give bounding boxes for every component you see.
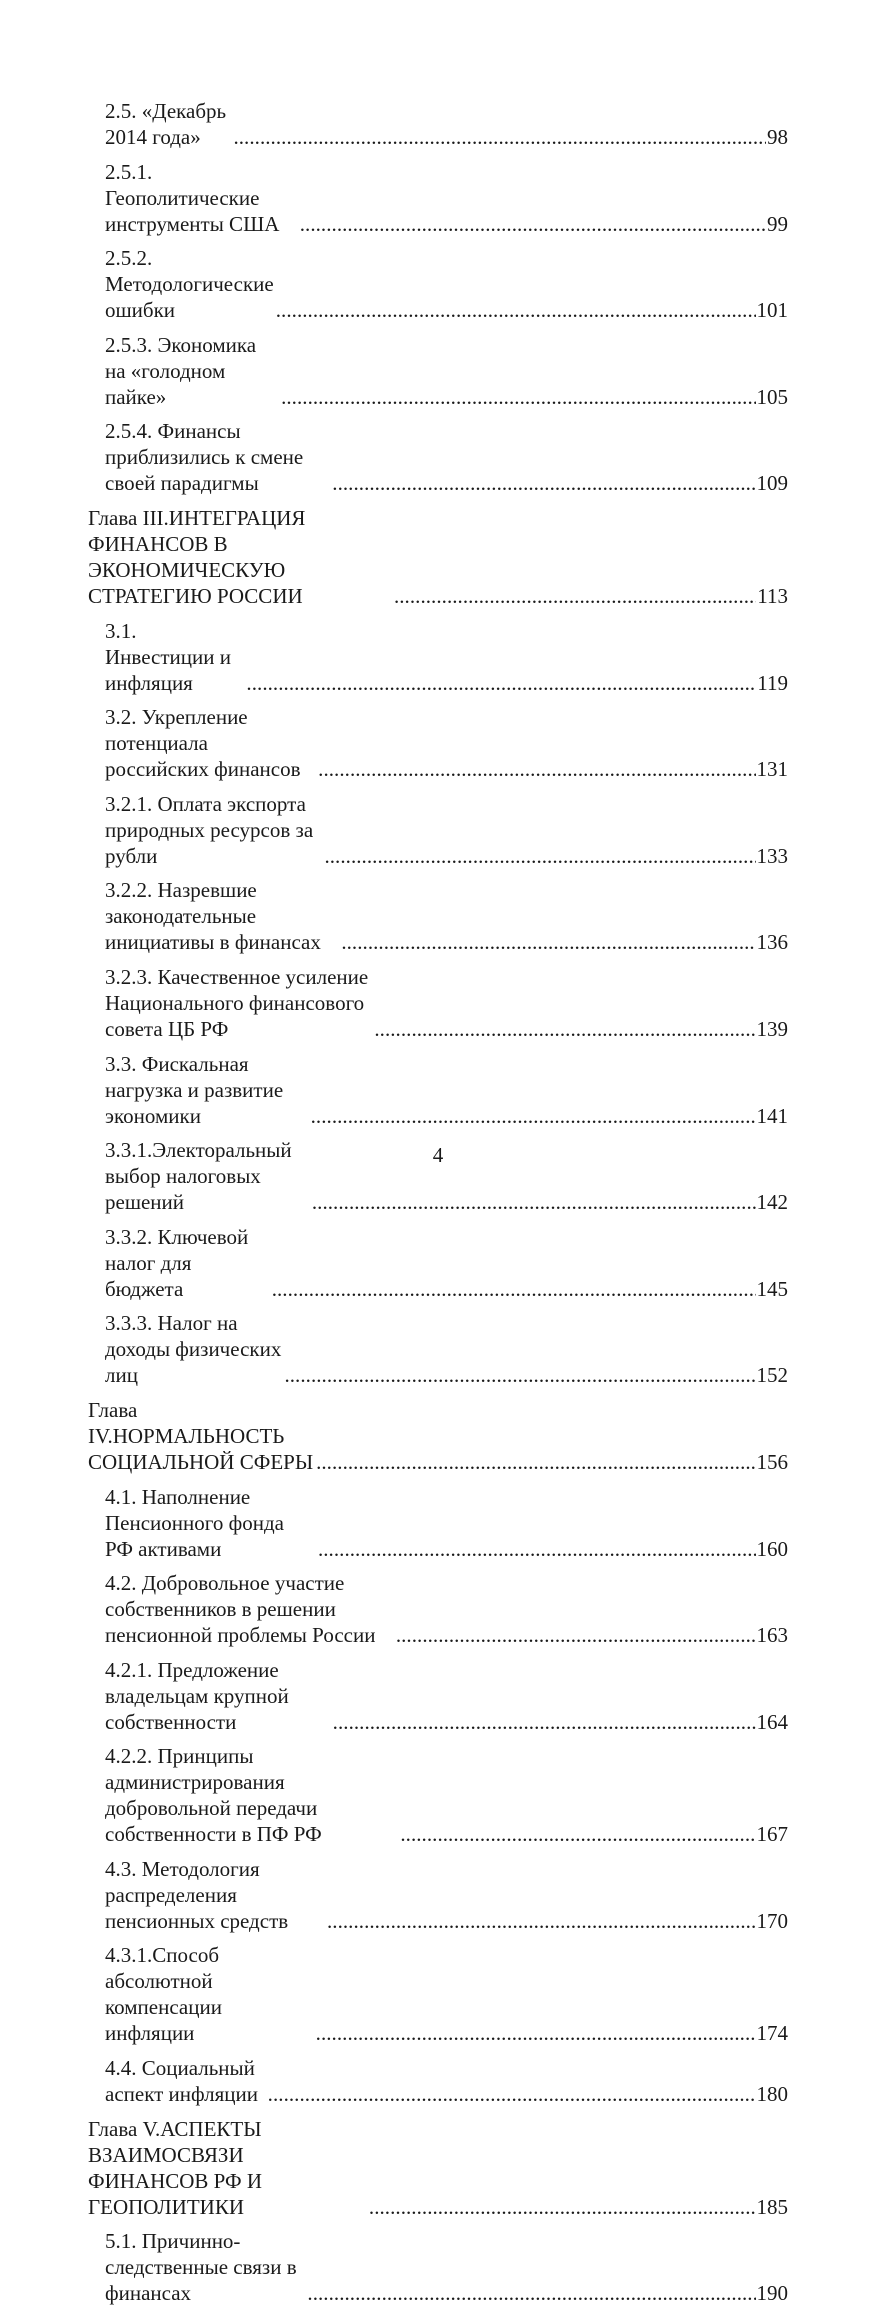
- dot-leader: [316, 2020, 756, 2046]
- toc-entry-page: 105: [756, 384, 788, 409]
- toc-entry-title: 2.5.1. Геополитические инструменты США: [105, 159, 280, 236]
- toc-entry: [88, 1310, 788, 1388]
- toc-entry: [88, 618, 788, 696]
- toc-entry-page: 136: [756, 930, 788, 955]
- toc-entry-title: 2.5.3. Экономика на «голодном пайке»: [105, 332, 257, 409]
- toc-entry-title: 4.2.1. Предложение владельцам крупной собственности: [105, 1657, 289, 1734]
- toc-entry-title: 3.2. Укрепление потенциала российских финансов: [105, 705, 301, 782]
- dot-leader: [341, 929, 755, 955]
- toc-chapter-entry: [88, 2116, 788, 2220]
- dot-leader: [400, 1821, 755, 1847]
- toc-entry-page: 185: [756, 2194, 788, 2219]
- toc-entry: [88, 159, 788, 237]
- toc-entry: [88, 791, 788, 869]
- toc-entry-title: 4.3.1.Способ абсолютной компенсации инфляции: [105, 1943, 222, 2046]
- toc-entry: [88, 245, 788, 323]
- dot-leader: [268, 2081, 756, 2107]
- dot-leader: [396, 1622, 756, 1648]
- dot-leader: [284, 1362, 755, 1388]
- page-number: 4: [432, 1143, 444, 1167]
- dot-leader: [369, 2194, 756, 2220]
- toc-entry-title: 3.3.1.Электоральный выбор налоговых решений: [105, 1138, 292, 1215]
- dot-leader: [307, 2280, 755, 2306]
- toc-entry-title: 2.5.2. Методологические ошибки: [105, 246, 274, 323]
- toc-entry-page: 174: [756, 2021, 788, 2046]
- toc-entry-title: Глава IV.НОРМАЛЬНОСТЬ СОЦИАЛЬНОЙ СФЕРЫ: [88, 1397, 314, 1474]
- toc-entry: [88, 1484, 788, 1562]
- toc-entry: [88, 1224, 788, 1302]
- toc-entry-page: 180: [756, 2082, 788, 2107]
- dot-leader: [374, 1016, 755, 1042]
- table-of-contents: [88, 98, 788, 2315]
- toc-entry: [88, 964, 788, 1042]
- toc-entry-page: 152: [756, 1363, 788, 1388]
- toc-entry-page: 99: [767, 211, 788, 236]
- toc-chapter-entry: [88, 1397, 788, 1475]
- toc-entry-title: 4.1. Наполнение Пенсионного фонда РФ активами: [105, 1484, 284, 1561]
- dot-leader: [281, 384, 755, 410]
- toc-entry-title: 3.3.3. Налог на доходы физических лиц: [105, 1311, 282, 1388]
- dot-leader: [318, 1536, 756, 1562]
- toc-entry-page: 98: [767, 125, 788, 149]
- toc-entry-page: 170: [756, 1908, 788, 1933]
- toc-entry-title: 3.2.1. Оплата экспорта природных ресурсов за рубли: [105, 791, 314, 868]
- toc-entry: [88, 2055, 788, 2107]
- toc-entry-page: 139: [756, 1016, 788, 1041]
- toc-entry-title: Глава V.АСПЕКТЫ ВЗАИМОСВЯЗИ ФИНАНСОВ РФ И ГЕОПОЛИТИКИ: [88, 2116, 263, 2219]
- toc-entry-page: 119: [757, 670, 788, 695]
- toc-entry-page: 156: [756, 1449, 788, 1474]
- toc-entry-title: 3.1. Инвестиции и инфляция: [105, 618, 231, 695]
- toc-entry-page: 164: [756, 1709, 788, 1734]
- dot-leader: [332, 470, 755, 496]
- dot-leader: [318, 756, 755, 782]
- dot-leader: [333, 1709, 756, 1735]
- toc-entry-title: 4.4. Социальный аспект инфляции: [105, 2056, 258, 2107]
- dot-leader: [316, 1449, 755, 1475]
- toc-entry-title: 2.5.4. Финансы приблизились к смене своей парадигмы: [105, 419, 304, 496]
- dot-leader: [276, 297, 756, 323]
- toc-entry-page: 133: [756, 843, 788, 868]
- toc-entry: [88, 877, 788, 955]
- toc-entry: [88, 1942, 788, 2046]
- toc-entry-title: 3.2.2. Назревшие законодательные инициативы в финансах: [105, 878, 321, 955]
- toc-entry-page: 167: [756, 1822, 788, 1847]
- dot-leader: [311, 1103, 756, 1129]
- toc-entry: [88, 1657, 788, 1735]
- dot-leader: [327, 1908, 756, 1934]
- toc-entry-page: 145: [756, 1276, 788, 1301]
- dot-leader: [233, 124, 766, 150]
- toc-entry-page: 101: [756, 298, 788, 323]
- toc-entry: [88, 704, 788, 782]
- toc-entry-page: 190: [756, 2281, 788, 2306]
- toc-chapter-entry: [88, 505, 788, 609]
- toc-entry-title: 3.3.2. Ключевой налог для бюджета: [105, 1224, 249, 1301]
- dot-leader: [394, 583, 756, 609]
- toc-entry-title: Глава III.ИНТЕГРАЦИЯ ФИНАНСОВ В ЭКОНОМИЧЕСКУЮ СТРАТЕГИЮ РОССИИ: [88, 505, 306, 608]
- toc-entry-title: 5.1. Причинно-следственные связи в финансах: [105, 2229, 297, 2306]
- toc-entry-page: 163: [756, 1623, 788, 1648]
- toc-entry-title: 4.2. Добровольное участие собственников в решении пенсионной проблемы России: [105, 1571, 376, 1648]
- toc-entry-page: 131: [756, 757, 788, 782]
- toc-entry: [88, 332, 788, 410]
- toc-entry: [88, 1856, 788, 1934]
- dot-leader: [312, 1189, 756, 1215]
- toc-entry-title: 3.2.3. Качественное усиление Национального финансового совета ЦБ РФ: [105, 964, 369, 1041]
- toc-entry: [88, 2228, 788, 2306]
- toc-entry-title: 2.5. «Декабрь 2014 года»: [105, 99, 227, 149]
- toc-entry-title: 4.2.2. Принципы администрирования добровольной передачи собственности в ПФ РФ: [105, 1744, 322, 1847]
- toc-entry-title: 3.3. Фискальная нагрузка и развитие экономики: [105, 1051, 284, 1128]
- toc-entry: [88, 1570, 788, 1648]
- toc-entry: [88, 1743, 788, 1847]
- toc-entry-page: 141: [756, 1103, 788, 1128]
- toc-entry: [88, 98, 788, 150]
- toc-entry-title: 4.3. Методология распределения пенсионных средств: [105, 1856, 289, 1933]
- toc-entry-page: 142: [756, 1190, 788, 1215]
- dot-leader: [272, 1276, 756, 1302]
- toc-entry: [88, 418, 788, 496]
- dot-leader: [324, 843, 755, 869]
- toc-entry-page: 109: [756, 471, 788, 496]
- dot-leader: [300, 211, 766, 237]
- dot-leader: [246, 670, 756, 696]
- toc-entry-page: 160: [756, 1536, 788, 1561]
- toc-entry: [88, 1051, 788, 1129]
- toc-entry-page: 113: [757, 583, 788, 608]
